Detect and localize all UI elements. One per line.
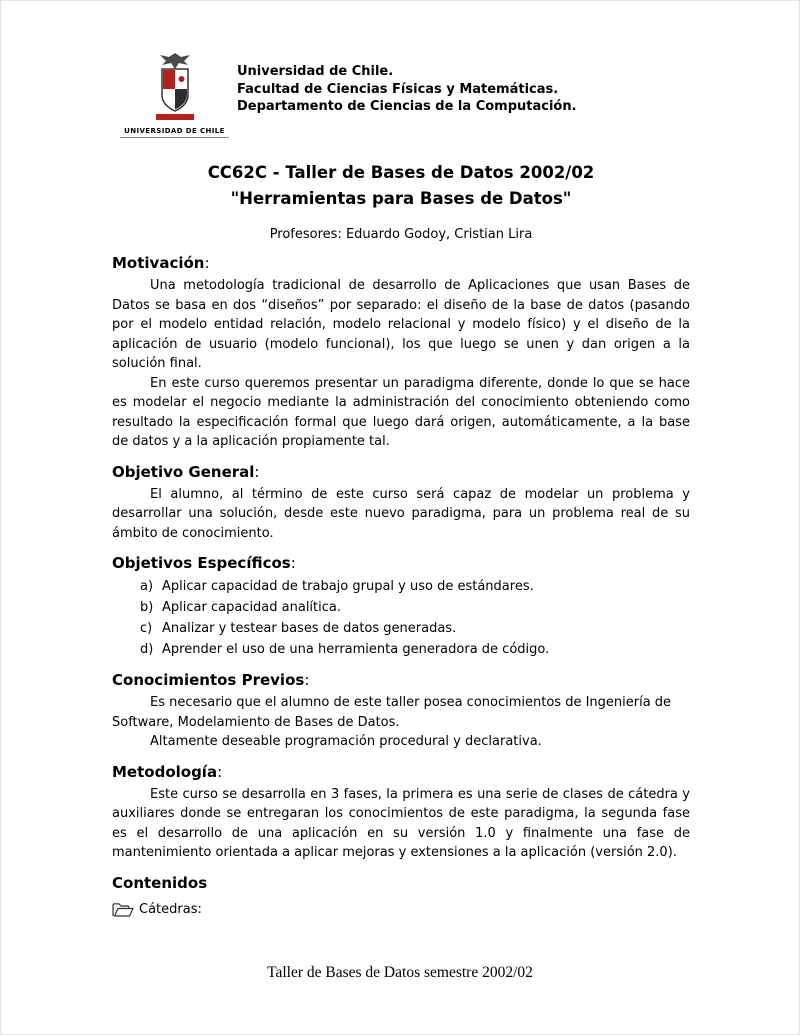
document-content bbox=[112, 50, 690, 919]
list-marker: b) bbox=[140, 600, 154, 615]
institution-line: Facultad de Ciencias Físicas y Matemáticas. bbox=[237, 81, 559, 97]
course-title-line1: CC62C - Taller de Bases de Datos 2002/02 bbox=[207, 163, 595, 182]
objectives-list bbox=[112, 576, 690, 660]
list-marker: d) bbox=[140, 642, 154, 657]
document-header bbox=[112, 50, 690, 138]
university-logo bbox=[112, 50, 237, 138]
section-conocimientos-previos bbox=[112, 671, 690, 752]
list-item bbox=[112, 618, 690, 639]
list-item-text: Aplicar capacidad analítica. bbox=[162, 600, 342, 615]
section-motivacion bbox=[112, 254, 690, 452]
section-heading: Conocimientos Previos: bbox=[112, 671, 310, 689]
open-folder-icon bbox=[112, 902, 134, 918]
paragraph: Es necesario que el alumno de este taller posea conocimientos de Ingeniería de Software, Modelamiento de Bases de Datos. bbox=[112, 695, 672, 730]
section-contenidos bbox=[112, 874, 690, 919]
contenidos-item bbox=[112, 901, 690, 919]
professors-line: Profesores: Eduardo Godoy, Cristian Lira bbox=[269, 227, 533, 242]
section-heading: Objetivos Específicos: bbox=[112, 554, 296, 572]
paragraph: Altamente deseable programación procedural y declarativa. bbox=[150, 734, 542, 749]
course-title-line2: "Herramientas para Bases de Datos" bbox=[230, 189, 572, 208]
contenidos-item-label: Cátedras: bbox=[139, 901, 202, 917]
list-item-text: Aprender el uso de una herramienta generadora de código. bbox=[162, 642, 550, 657]
list-item-text: Aplicar capacidad de trabajo grupal y uso de estándares. bbox=[162, 579, 534, 594]
university-crest-icon bbox=[152, 50, 198, 124]
paragraph: Este curso se desarrolla en 3 fases, la primera es una serie de clases de cátedra y auxiliares donde se entregaran los conocimientos de este paradigma, la segunda fase es el desarrollo de una aplicación en su versión 1.0 y finalmente una fase de mantenimiento orientada a aplicar mejoras y extensiones a la aplicación (versión 2.0). bbox=[112, 786, 690, 860]
section-heading: Metodología: bbox=[112, 762, 223, 781]
institution-line: Universidad de Chile. bbox=[237, 64, 394, 79]
paragraph: En este curso queremos presentar un paradigma diferente, donde lo que se hace es modelar el negocio mediante la administración del conocimiento obteniendo como resultado la especificación formal que luego dará origen, automáticamente, a la base de datos y a la aplicación propiamente tal. bbox=[112, 375, 690, 449]
list-item bbox=[112, 639, 690, 660]
list-item bbox=[112, 597, 690, 618]
logo-caption: UNIVERSIDAD DE CHILE bbox=[120, 127, 229, 138]
section-objetivo-general bbox=[112, 463, 690, 544]
page-footer: Taller de Bases de Datos semestre 2002/02 bbox=[267, 964, 533, 981]
section-objetivos-especificos bbox=[112, 554, 690, 660]
section-metodologia bbox=[112, 763, 690, 863]
list-item bbox=[112, 576, 690, 597]
section-heading: Contenidos bbox=[112, 873, 208, 892]
list-marker: a) bbox=[140, 579, 154, 594]
course-title bbox=[112, 160, 690, 212]
institution-line: Departamento de Ciencias de la Computación. bbox=[237, 99, 577, 114]
section-heading: Objetivo General: bbox=[112, 462, 260, 481]
institution-lines bbox=[237, 50, 577, 116]
paragraph: Una metodología tradicional de desarrollo de Aplicaciones que usan Bases de Datos se basa en dos “diseños” por separado: el diseño de la base de datos (pasando por el modelo entidad relación, modelo relacional y modelo físico) y el diseño de la aplicación de usuario (modelo funcional), los que luego se unen y dan origen a la solución final. bbox=[112, 278, 690, 371]
list-marker: c) bbox=[140, 621, 153, 636]
list-item-text: Analizar y testear bases de datos generadas. bbox=[162, 621, 457, 636]
section-heading: Motivación: bbox=[112, 254, 210, 272]
paragraph: El alumno, al término de este curso será capaz de modelar un problema y desarrollar una solución, desde este nuevo paradigma, para un problema real de su ámbito de conocimiento. bbox=[112, 486, 690, 541]
